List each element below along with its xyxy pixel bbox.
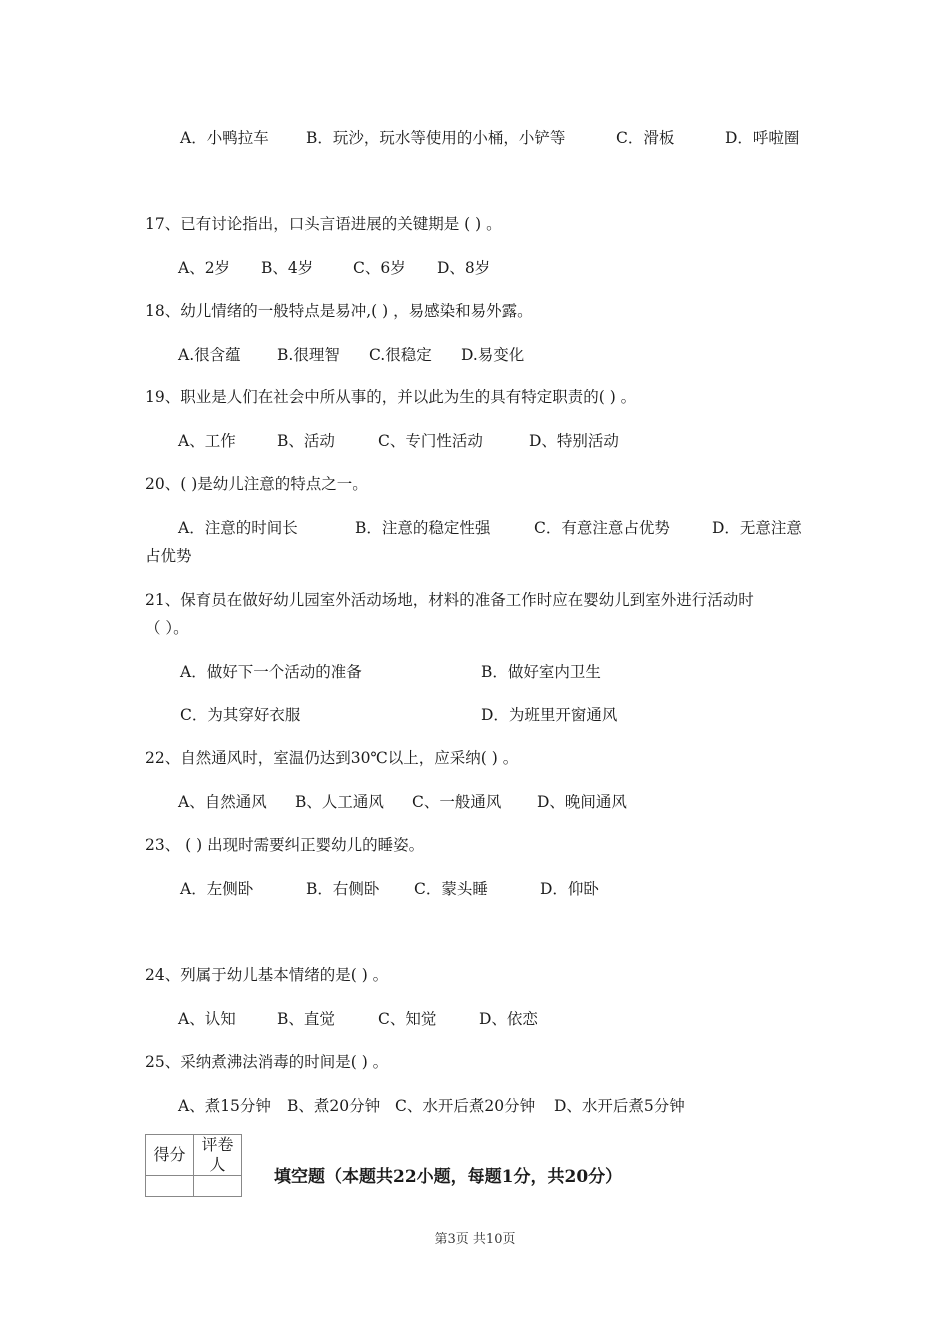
option: D、晚间通风 — [537, 793, 627, 811]
option: A、2岁 — [178, 259, 231, 277]
question-24: 24、列属于幼儿基本情绪的是( ) 。 — [145, 966, 389, 984]
option: B．注意的稳定性强 — [355, 519, 491, 537]
question-21: 21、保育员在做好幼儿园室外活动场地，材料的准备工作时应在婴幼儿到室外进行活动时 — [145, 591, 754, 609]
option: D．呼啦圈 — [725, 129, 800, 147]
question-20: 20、( )是幼儿注意的特点之一。 — [145, 475, 368, 493]
option: C、知觉 — [378, 1010, 437, 1028]
option: A、自然通风 — [178, 793, 267, 811]
option: C、6岁 — [353, 259, 406, 277]
option: A、认知 — [178, 1010, 236, 1028]
option: A、工作 — [178, 432, 236, 450]
option: B．右侧卧 — [306, 880, 380, 898]
option: D、特别活动 — [529, 432, 619, 450]
grader-cell[interactable] — [194, 1176, 242, 1197]
option: D．无意注意 — [712, 519, 802, 537]
option: C．有意注意占优势 — [534, 519, 670, 537]
option: D．仰卧 — [540, 880, 599, 898]
option: B、活动 — [277, 432, 335, 450]
option: C、专门性活动 — [378, 432, 483, 450]
option: A．小鸭拉车 — [180, 129, 269, 147]
option: B、直觉 — [277, 1010, 335, 1028]
question-17: 17、已有讨论指出，口头言语进展的关键期是 ( ) 。 — [145, 215, 502, 233]
option: D．为班里开窗通风 — [481, 706, 618, 724]
question-22: 22、自然通风时，室温仍达到30℃以上，应采纳( ) 。 — [145, 749, 519, 767]
option: B、人工通风 — [295, 793, 384, 811]
option: D、依恋 — [479, 1010, 538, 1028]
option: B．玩沙，玩水等使用的小桶，小铲等 — [306, 129, 566, 147]
option: A．注意的时间长 — [178, 519, 298, 537]
question-23: 23、 ( ) 出现时需要纠正婴幼儿的睡姿。 — [145, 836, 425, 854]
question-19: 19、职业是人们在社会中所从事的，并以此为生的具有特定职责的( ) 。 — [145, 388, 637, 406]
grader-header: 评卷人 — [194, 1135, 242, 1176]
option: B．做好室内卫生 — [481, 663, 601, 681]
option: D、8岁 — [437, 259, 491, 277]
option: C.很稳定 — [369, 346, 432, 364]
option: C．滑板 — [616, 129, 675, 147]
page-footer: 第3页 共10页 — [434, 1232, 516, 1247]
option: A.很含蕴 — [178, 346, 241, 364]
option: C、水开后煮20分钟 — [395, 1097, 536, 1115]
option: A．做好下一个活动的准备 — [180, 663, 362, 681]
option: B、煮20分钟 — [287, 1097, 381, 1115]
option: C．蒙头睡 — [414, 880, 488, 898]
option: A、煮15分钟 — [178, 1097, 271, 1115]
score-cell[interactable] — [146, 1176, 194, 1197]
question-21-blank: （ ）。 — [145, 619, 189, 637]
score-table — [145, 1134, 242, 1197]
option: B、4岁 — [261, 259, 314, 277]
section-title: 填空题（本题共22小题，每题1分，共20分） — [274, 1167, 623, 1187]
score-header: 得分 — [146, 1135, 194, 1176]
option: B.很理智 — [277, 346, 340, 364]
option: C、一般通风 — [412, 793, 502, 811]
question-18: 18、幼儿情绪的一般特点是易冲,( ) ，易感染和易外露。 — [145, 302, 533, 320]
option: D、水开后煮5分钟 — [554, 1097, 685, 1115]
option: C．为其穿好衣服 — [180, 706, 301, 724]
option: A．左侧卧 — [180, 880, 254, 898]
option-wrap: 占优势 — [145, 547, 192, 565]
question-25: 25、采纳煮沸法消毒的时间是( ) 。 — [145, 1053, 389, 1071]
option: D.易变化 — [461, 346, 525, 364]
